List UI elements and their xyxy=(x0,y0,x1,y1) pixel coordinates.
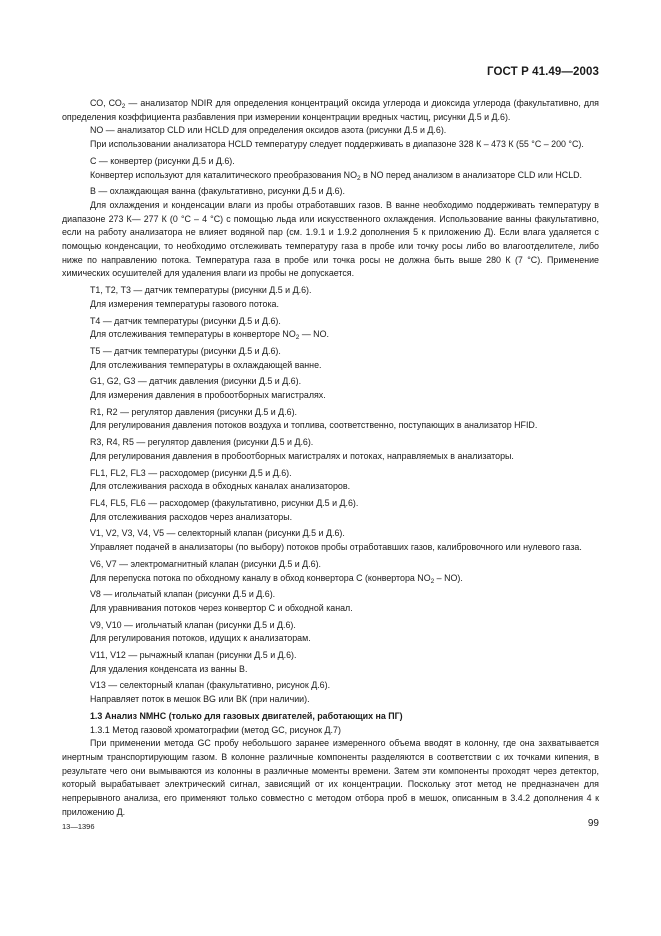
text-segment: Конвертер используют для каталитического преобразования NO xyxy=(90,169,357,180)
paragraph-converter-desc xyxy=(62,169,599,183)
paragraph-v8-desc: Для уравнивания потоков через конвертор С и обходной канал. xyxy=(90,602,353,613)
paragraph-v13: V13 — селекторный клапан (факультативно, рисунок Д.6). xyxy=(90,680,331,691)
paragraph-v15: V1, V2, V3, V4, V5 — селекторный клапан (рисунки Д.5 и Д.6). xyxy=(90,528,345,539)
subscript: 2 xyxy=(430,577,435,585)
paragraph-gc-method: При применении метода GC пробу небольшого заранее измеренного объема вводят в колонну, где она захватывается инертным транспортирующим газом. В колонне различные компоненты разделяются в соответствии с их точками кипения, в результате чего они вымываются из колонны в различные моменты времени. Затем эти компоненты проходят через детектор, который вырабатывает электрический сигнал, зависящий от их концентрации. Поскольку этот метод не предназначен для непрерывного анализа, его применяют только совместно с методом отбора проб в мешок, описанным в 3.4.2 дополнения 4 к приложению Д. xyxy=(62,738,599,817)
paragraph-hcld: При использовании анализатора HCLD температуру следует поддерживать в диапазоне 328 К – 473 К (55 °С – 200 °С). xyxy=(90,139,584,150)
paragraph-v910: V9, V10 — игольчатый клапан (рисунки Д.5 и Д.6). xyxy=(90,619,296,630)
paragraph-r12: R1, R2 — регулятор давления (рисунки Д.5 и Д.6). xyxy=(90,406,298,417)
paragraph-t5: Т5 — датчик температуры (рисунки Д.5 и Д.6). xyxy=(90,345,281,356)
subsection-heading-1-3-1: 1.3.1 Метод газовой хроматографии (метод GC, рисунок Д.7) xyxy=(90,724,341,735)
subscript: 2 xyxy=(356,174,361,182)
paragraph-fl123: FL1, FL2, FL3 — расходомер (рисунки Д.5 и Д.6). xyxy=(90,467,292,478)
text-segment: в NO перед анализом в анализаторе CLD или HCLD. xyxy=(360,169,583,180)
subscript: 2 xyxy=(121,103,126,110)
paragraph-co-analyzer xyxy=(62,97,599,124)
print-code: 13—1396 xyxy=(62,822,95,831)
paragraph-r345-desc: Для регулирования давления в пробоотборных магистралях и потоках, направляемых в анализаторы. xyxy=(90,450,514,461)
paragraph-v8: V8 — игольчатый клапан (рисунки Д.5 и Д.6). xyxy=(90,589,276,600)
paragraph-v1112: V11, V12 — рычажный клапан (рисунки Д.5 и Д.6). xyxy=(90,650,297,661)
standard-header: ГОСТ Р 41.49—2003 xyxy=(487,66,599,78)
paragraph-v67-desc xyxy=(62,572,599,586)
paragraph-converter: С — конвертер (рисунки Д.5 и Д.6). xyxy=(90,155,235,166)
paragraph-t5-desc: Для отслеживания температуры в охлаждающей ванне. xyxy=(90,359,322,370)
paragraph-g-desc: Для измерения давления в пробоотборных магистралях. xyxy=(90,390,326,401)
subscript: 2 xyxy=(295,334,300,342)
paragraph-v13-desc: Направляет поток в мешок BG или ВК (при наличии). xyxy=(90,694,310,705)
paragraph-t4-desc xyxy=(62,328,599,342)
paragraph-v910-desc: Для регулирования потоков, идущих к анализаторам. xyxy=(90,633,311,644)
paragraph-fl456-desc: Для отслеживания расходов через анализаторы. xyxy=(90,511,293,522)
paragraph-g: G1, G2, G3 — датчик давления (рисунки Д.5 и Д.6). xyxy=(90,376,302,387)
paragraph-v15-desc: Управляет подачей в анализаторы (по выбору) потоков пробы отработавших газов, калибровочного или нулевого газа. xyxy=(90,542,582,553)
text-segment: Для отслеживания температуры в конверторе NO xyxy=(90,329,296,340)
text-segment: СО, СО xyxy=(90,98,122,108)
section-heading-1-3: 1.3 Анализ NMHC (только для газовых двигателей, работающих на ПГ) xyxy=(90,710,403,721)
text-segment: – NO). xyxy=(434,572,463,583)
page-number: 99 xyxy=(587,818,599,829)
text-segment: — NO. xyxy=(299,329,329,340)
paragraph-t123: Т1, Т2, Т3 — датчик температуры (рисунки Д.5 и Д.6). xyxy=(90,285,312,296)
paragraph-r345: R3, R4, R5 — регулятор давления (рисунки Д.5 и Д.6). xyxy=(90,437,314,448)
paragraph-v1112-desc: Для удаления конденсата из ванны В. xyxy=(90,663,248,674)
paragraph-v67: V6, V7 — электромагнитный клапан (рисунки Д.5 и Д.6). xyxy=(90,558,321,569)
paragraph-fl456: FL4, FL5, FL6 — расходомер (факультативно, рисунки Д.5 и Д.6). xyxy=(90,497,359,508)
text-segment: — анализатор NDIR для определения концентраций оксида углерода и диоксида углерода (факультативно, для определения коэффициента разбавления при измерении концентрации вредных частиц, рисунки Д.5 и Д.6). xyxy=(62,98,599,122)
paragraph-r12-desc: Для регулирования давления потоков воздуха и топлива, соответственно, поступающих в анализатор HFID. xyxy=(90,420,538,431)
text-segment: Для перепуска потока по обходному каналу в обход конвертора С (конвертора NO xyxy=(90,572,431,583)
paragraph-t4: Т4 — датчик температуры (рисунки Д.5 и Д.6). xyxy=(90,315,281,326)
paragraph-fl123-desc: Для отслеживания расхода в обходных каналах анализаторов. xyxy=(90,481,351,492)
paragraph-cooling-desc: Для охлаждения и конденсации влаги из пробы отработавших газов. В ванне необходимо поддерживать температуру в диапазоне 273 К— 277 К (0 °С – 4 °С) с помощью льда или искусственного охлаждения. Использование ванны факультативно, если на работу анализатора не влияет водяной пар (см. 1.9.1 и 1.9.2 дополнения 5 к приложению Д). Если влага удаляется с помощью конденсации, то необходимо отслеживать температуру газа в пробе или точку росы либо во влагоотделителе, либо ниже по направлению потока. Температура газа в пробе или точка росы не должна быть выше 280 К (7 °С). Применение химических осушителей для удаления влаги из пробы не допускается. xyxy=(62,199,599,279)
document-body xyxy=(62,97,599,819)
paragraph-t123-desc: Для измерения температуры газового потока. xyxy=(90,298,279,309)
paragraph-cooling-bath: В — охлаждающая ванна (факультативно, рисунки Д.5 и Д.6). xyxy=(90,186,345,197)
paragraph-no-analyzer: NO — анализатор CLD или HCLD для определения оксидов азота (рисунки Д.5 и Д.6). xyxy=(90,125,447,136)
